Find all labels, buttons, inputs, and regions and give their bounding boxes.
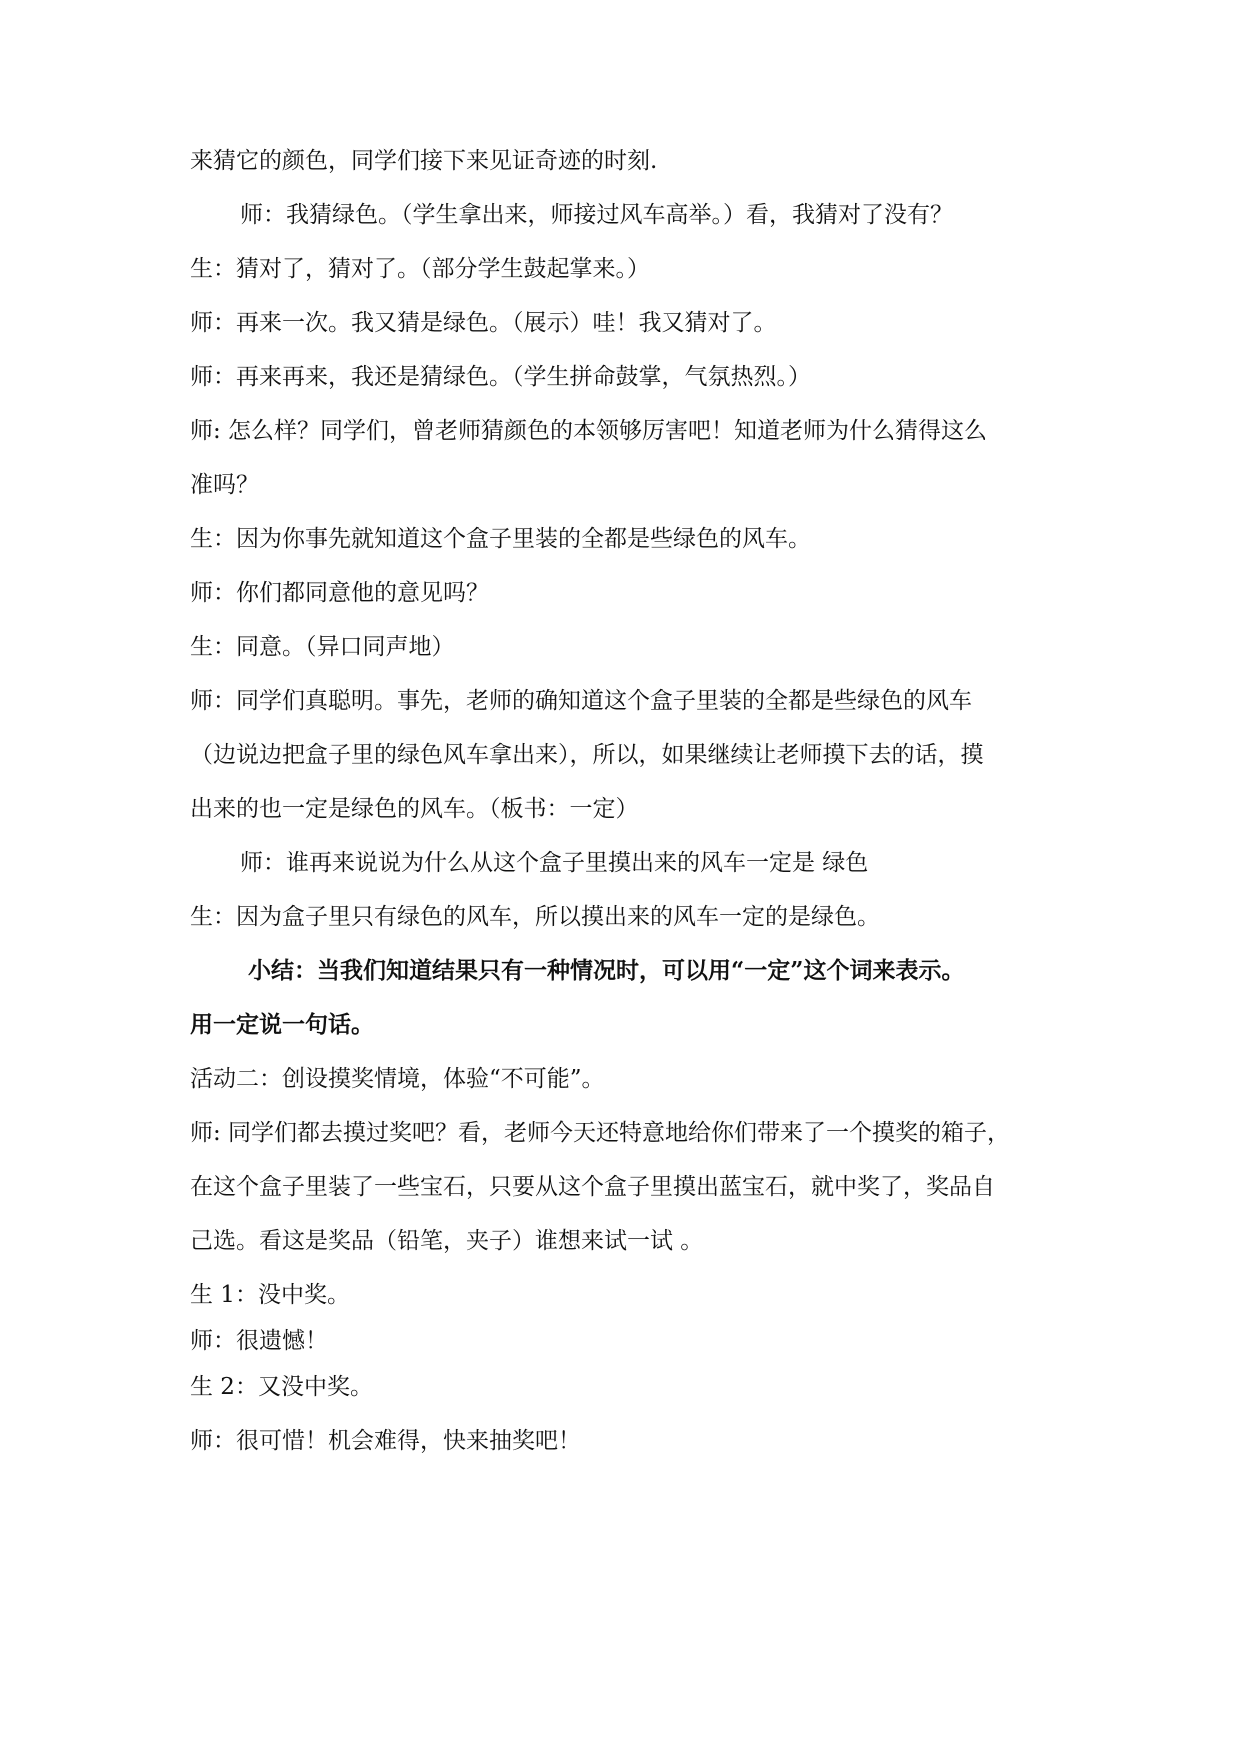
text-line-19: 师: 同学们都去摸过奖吧？看，老师今天还特意地给你们带来了一个摸奖的箱子， (190, 1120, 1011, 1146)
text-line-13: 出来的也一定是绿色的风车。（板书：一定） (190, 796, 639, 822)
text-line-25: 师：很可惜！机会难得，快来抽奖吧！ (190, 1428, 581, 1454)
text-line-5: 师：再来再来，我还是猜绿色。（学生拼命鼓掌，气氛热烈。） (190, 364, 811, 390)
summary-line-1: 小结：当我们知道结果只有一种情况时，可以用“一定”这个词来表示。 (248, 957, 965, 984)
activity-heading: 活动二：创设摸奖情境，体验“不可能”。 (190, 1066, 605, 1092)
text-line-22: 生 1：没中奖。 (190, 1282, 350, 1308)
text-line-15: 生：因为盒子里只有绿色的风车，所以摸出来的风车一定的是绿色。 (190, 904, 880, 930)
text-line-21: 己选。看这是奖品（铅笔，夹子）谁想来试一试 。 (190, 1228, 704, 1254)
text-line-12: （边说边把盒子里的绿色风车拿出来），所以，如果继续让老师摸下去的话，摸 (190, 742, 984, 768)
text-line-9: 师：你们都同意他的意见吗？ (190, 580, 489, 606)
text-line-23: 师：很遗憾！ (190, 1328, 328, 1354)
text-line-14: 师：谁再来说说为什么从这个盒子里摸出来的风车一定是 绿色 (240, 850, 869, 876)
text-line-3: 生：猜对了，猜对了。（部分学生鼓起掌来。） (190, 256, 650, 282)
text-line-6: 师: 怎么样？同学们，曾老师猜颜色的本领够厉害吧！知道老师为什么猜得这么 (190, 418, 988, 444)
text-line-10: 生：同意。（异口同声地） (190, 634, 455, 660)
summary-line-2: 用一定说一句话。 (190, 1011, 374, 1038)
text-line-4: 师：再来一次。我又猜是绿色。（展示）哇！我又猜对了。 (190, 310, 777, 336)
text-line-1: 来猜它的颜色，同学们接下来见证奇迹的时刻. (190, 148, 658, 174)
text-line-8: 生：因为你事先就知道这个盒子里装的全都是些绿色的风车。 (190, 526, 811, 552)
text-line-7: 准吗？ (190, 472, 259, 498)
text-line-11: 师：同学们真聪明。事先，老师的确知道这个盒子里装的全都是些绿色的风车 (190, 688, 972, 714)
text-line-20: 在这个盒子里装了一些宝石，只要从这个盒子里摸出蓝宝石，就中奖了，奖品自 (190, 1174, 995, 1200)
text-line-2: 师：我猜绿色。（学生拿出来，师接过风车高举。）看，我猜对了没有？ (240, 202, 953, 228)
text-line-24: 生 2：又没中奖。 (190, 1374, 373, 1400)
